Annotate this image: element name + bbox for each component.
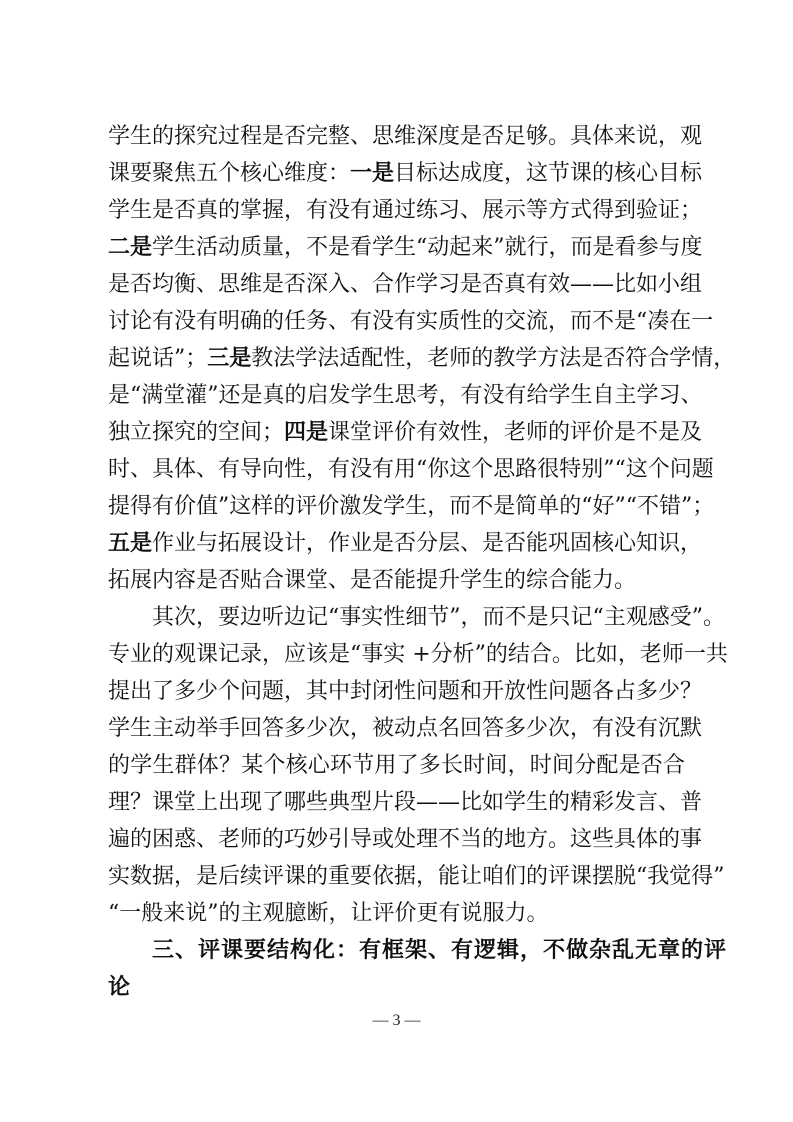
section-heading-continued <box>108 969 685 1006</box>
text-run: 其次，要边听边记“事实性细节”，而不是只记“主观感受”。 <box>152 605 725 630</box>
text-run: 提得有价值”这样的评价激发学生，而不是简单的“好”“不错”； <box>108 494 715 519</box>
text-run: 时、具体、有导向性，有没有用“你这个思路很特别”“这个问题 <box>108 457 714 482</box>
text-run: 提出了多少个问题，其中封闭性问题和开放性问题各占多少？ <box>108 679 703 704</box>
paragraph-line <box>108 525 703 562</box>
paragraph-line <box>108 747 685 784</box>
paragraph-line <box>108 562 685 599</box>
text-run: 遍的困惑、老师的巧妙引导或处理不当的地方。这些具体的事 <box>108 827 703 852</box>
paragraph-line <box>108 340 736 377</box>
text-run: 理？课堂上出现了哪些典型片段——比如学生的精彩发言、普 <box>108 790 703 815</box>
paragraph-line <box>108 451 714 488</box>
paragraph-line <box>108 266 703 303</box>
text-run: 学生主动举手回答多少次，被动点名回答多少次，有没有沉默 <box>108 716 703 741</box>
text-run: 课堂评价有效性，老师的评价是不是及 <box>328 420 703 445</box>
text-run: 拓展内容是否贴合课堂、是否能提升学生的综合能力。 <box>108 568 637 593</box>
bold-text: 一是 <box>350 160 395 186</box>
paragraph-first-line <box>108 599 725 636</box>
text-run: 学生活动质量，不是看学生“动起来”就行，而是看参与度 <box>152 235 703 260</box>
bold-text: 五是 <box>108 530 153 556</box>
bold-text: 四是 <box>284 419 329 445</box>
text-run: “一般来说”的主观臆断，让评价更有说服力。 <box>108 901 549 926</box>
text-run: 专业的观课记录，应该是“事实 +分析”的结合。比如，老师一共 <box>108 642 728 667</box>
paragraph-line <box>108 155 703 192</box>
text-run: 学生的探究过程是否完整、思维深度是否足够。具体来说，观 <box>108 124 703 149</box>
document-body <box>108 118 736 1006</box>
text-run: 是“满堂灌”还是真的启发学生思考，有没有给学生自主学习、 <box>108 383 703 408</box>
paragraph-line <box>108 118 703 155</box>
bold-text: 二是 <box>108 234 153 260</box>
text-run: 课要聚焦五个核心维度： <box>108 161 351 186</box>
paragraph-line <box>108 636 728 673</box>
text-run: 学生是否真的掌握，有没有通过练习、展示等方式得到验证； <box>108 198 703 223</box>
bold-text: 三、评课要结构化：有框架、有逻辑，不做杂乱无章的评 <box>152 938 728 963</box>
paragraph-line <box>108 488 715 525</box>
bold-text: 论 <box>108 975 132 1000</box>
paragraph-line <box>108 784 703 821</box>
paragraph-line <box>108 377 703 414</box>
text-run: 目标达成度，这节课的核心目标 <box>394 161 703 186</box>
paragraph-line <box>108 710 703 747</box>
paragraph-line <box>108 192 703 229</box>
text-run: 是否均衡、思维是否深入、合作学习是否真有效——比如小组 <box>108 272 703 297</box>
text-run: 实数据，是后续评课的重要依据，能让咱们的评课摆脱“我觉得” <box>108 864 725 889</box>
text-run: 作业与拓展设计，作业是否分层、是否能巩固核心知识， <box>152 531 703 556</box>
paragraph-line <box>108 414 703 451</box>
text-run: 讨论有没有明确的任务、有没有实质性的交流，而不是“凑在一 <box>108 309 714 334</box>
paragraph-line <box>108 673 703 710</box>
text-run: 的学生群体？某个核心环节用了多长时间，时间分配是否合 <box>108 753 685 778</box>
paragraph-line <box>108 229 703 266</box>
section-heading <box>108 932 728 969</box>
text-run: 起说话”； <box>108 346 208 371</box>
paragraph-line <box>108 303 714 340</box>
paragraph-line <box>108 895 685 932</box>
page-number: — 3 — <box>372 1012 421 1029</box>
paragraph-line <box>108 858 725 895</box>
paragraph-line <box>108 821 703 858</box>
bold-text: 三是 <box>207 345 252 371</box>
text-run: 教法学法适配性，老师的教学方法是否符合学情， <box>251 346 736 371</box>
text-run: 独立探究的空间； <box>108 420 285 445</box>
